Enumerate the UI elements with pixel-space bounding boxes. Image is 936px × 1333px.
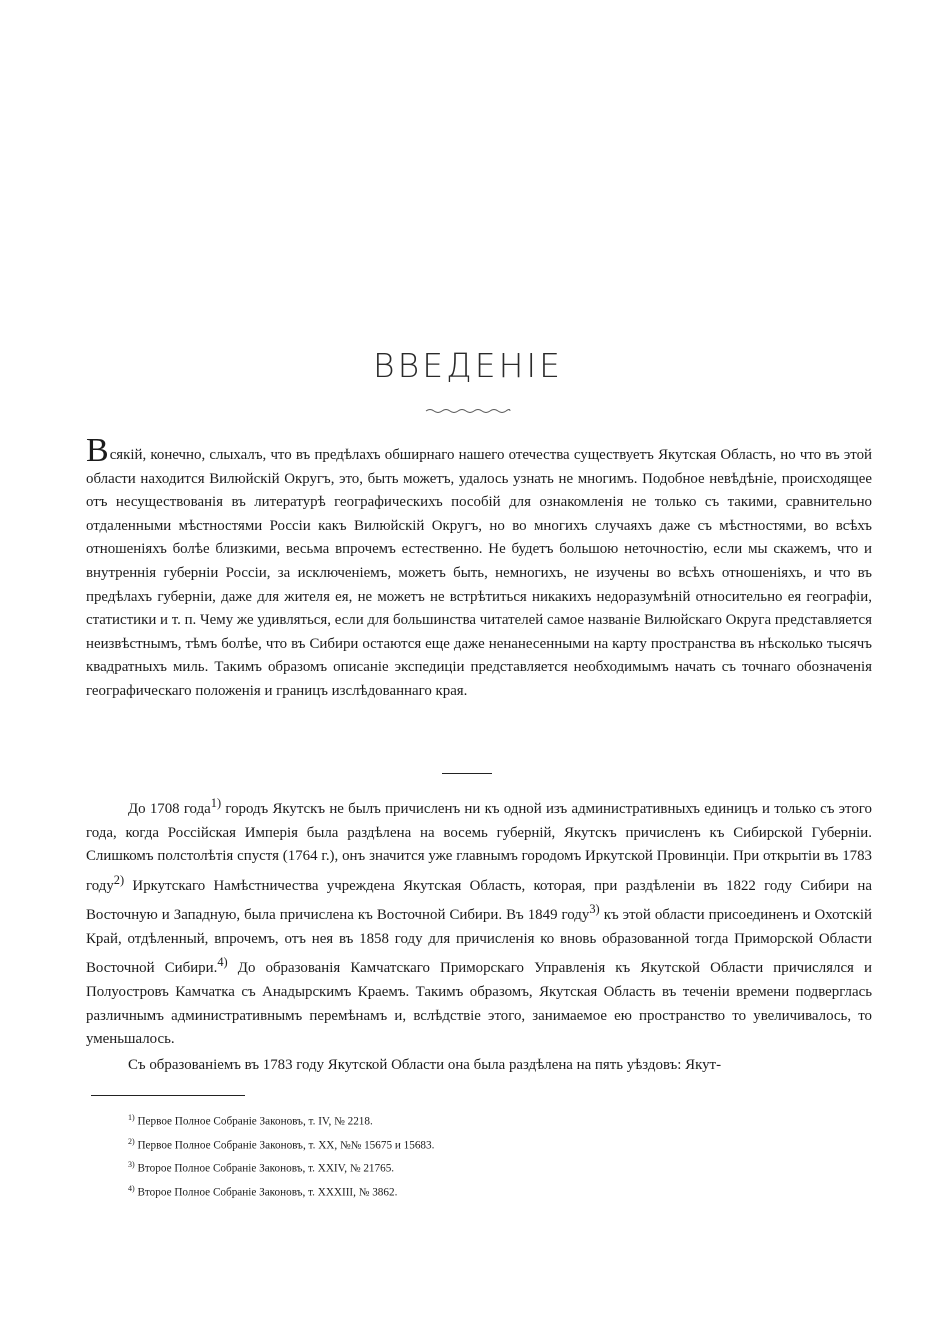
footnote-ref-2: 2)	[113, 872, 125, 887]
footnotes-list	[128, 1108, 728, 1203]
history-text-4: къ этой области присоединенъ и Охотскій Край, отдѣленный, впрочемъ, отъ нея въ 1858 году для причисленія ко вновь образованной тогда Приморской Области Восточной Сибири.	[86, 907, 872, 977]
footnote-rule	[91, 1095, 245, 1096]
history-text-1: До 1708 года	[128, 800, 211, 817]
intro-paragraph	[86, 432, 872, 704]
drop-cap: В	[86, 432, 109, 469]
ornament-divider	[424, 406, 512, 416]
footnote-4: $^{4)}$ Второе Полное Собраніе Законовъ, т. XXXIII, № 3862.	[128, 1184, 398, 1199]
footnote-1: $^{1)}$ Первое Полное Собраніе Законовъ, т. IV, № 2218.	[128, 1113, 373, 1128]
history-text-5: До образованія Камчатскаго Приморскаго Управленія къ Якутской Области причислялся и Полуостровъ Камчатка съ Анадырскимъ Краемъ. Такимъ образомъ, Якутская Область въ теченіи времени подверглась различнымъ административнымъ перемѣнамъ и, вслѣдствіе этого, занимаемое ею пространство то увеличивалось, то уменьшалось.	[86, 960, 873, 1048]
footnote-ref-1: 1)	[210, 796, 222, 810]
section-rule	[442, 773, 492, 774]
districts-paragraph: Съ образованіемъ въ 1783 году Якутской Области она была раздѣлена на пять уѣздовъ: Якут-	[128, 1057, 722, 1073]
footnote-2: $^{2)}$ Первое Полное Собраніе Законовъ, т. XX, №№ 15675 и 15683.	[128, 1136, 435, 1152]
chapter-heading: ВВЕДЕНІЕ	[373, 346, 563, 385]
footnote-ref-3: 3)	[589, 902, 600, 917]
footnote-ref-4: 4)	[217, 955, 228, 970]
history-paragraph	[86, 792, 872, 1052]
history-text-2: городъ Якутскъ не былъ причисленъ ни къ одной изъ административныхъ единицъ и только съ этого года, когда Россійская Имперія была раздѣлена на восемь губерній, Якутскъ причисленъ къ Сибирской Губерніи. Слишкомъ полстолѣтія спустя (1764 г.), онъ значится уже главнымъ городомъ Иркутской Провинціи. При открытіи въ 1783 году	[86, 800, 872, 894]
intro-paragraph-text: сякій, конечно, слыхалъ, что въ предѣлахъ обширнаго нашего отечества существуетъ Якутская Область, но что въ этой области находится Вилюйскій Округъ, это, быть можетъ, удалось узнать не многимъ. Подобное невѣдѣніе, происходящее отъ несуществованія въ литературѣ географическихъ пособій для ознакомленія не только съ такими, сравнительно отдаленными мѣстностями Россіи какъ Вилюйскій Округъ, но во многихъ случаяхъ даже съ мѣстностями, во всѣхъ отношеніяхъ болѣе близкими, весьма впрочемъ естественно. Не будетъ большою неточностію, если мы скажемъ, что и внутреннія губерніи Россіи, за исключеніемъ, можетъ быть, немногихъ, не изучены во всѣхъ отношеніяхъ, и что въ предѣлахъ губерніи, даже для жителя ея, не можетъ не встрѣтиться никакихъ недоразумѣній относительно ея географіи, статистики и т. п. Чему же удивляться, если для большинства читателей самое названіе Вилюйскаго Округа представляется неизвѣстнымъ, тѣмъ болѣе, что въ Сибири остаются еще даже ненанесенными на карту пространства въ нѣсколько тысячъ квадратныхъ миль. Такимъ образомъ описаніе экспедиціи представляется необходимымъ начать съ точнаго обозначенія географическаго положенія и границъ изслѣдованнаго края.	[86, 447, 872, 699]
history-text-3: Иркутскаго Намѣстничества учреждена Якутская Область, которая, при раздѣленіи въ 1822 году Сибири на Восточную и Западную, была причислена къ Восточной Сибири. Въ 1849 году	[86, 877, 872, 924]
footnote-3: $^{3)}$ Второе Полное Собраніе Законовъ, т. XXIV, № 21765.	[128, 1160, 395, 1176]
